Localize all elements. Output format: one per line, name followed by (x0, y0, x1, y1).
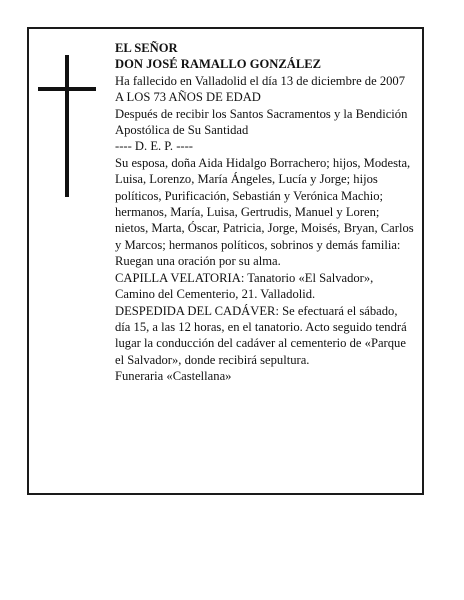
death-info: Ha fallecido en Valladolid el día 13 de diciembre de 2007 (115, 73, 406, 88)
obituary-text-block (115, 40, 415, 385)
family-list: Su esposa, doña Aida Hidalgo Borrachero; hijos, Modesta, Luisa, Lorenzo, María Ángeles, Lucía y Jorge; hijos políticos, Purificación, Sebastián y Verónica Machio; hermanos, María, Luisa, Gertrudis, Manuel y Loren; nietos, Marta, Óscar, Patricia, Jorge, Moisés, Bryan, Carlos y Marcos; hermanos políticos, sobrinos y demás familia: (115, 155, 414, 252)
prayer-request: Ruegan una oración por su alma. (115, 254, 281, 269)
cross-horizontal-bar (38, 87, 96, 91)
cross-icon (38, 55, 96, 197)
age-line: A LOS 73 AÑOS DE EDAD (115, 90, 261, 105)
farewell-info: DESPEDIDA DEL CADÁVER: Se efectuará el sábado, día 15, a las 12 horas, en el tanatorio. Acto seguido tendrá lugar la conducción del cadáver al cementerio de «Parque el Salvador», donde recibirá sepultura. (115, 303, 407, 367)
deceased-name: DON JOSÉ RAMALLO GONZÁLEZ (115, 57, 322, 72)
rip-line: ---- D. E. P. ---- (115, 139, 193, 154)
chapel-info: CAPILLA VELATORIA: Tanatorio «El Salvador», Camino del Cementerio, 21. Valladolid. (115, 270, 374, 302)
cross-vertical-bar (65, 55, 69, 197)
funeral-home: Funeraria «Castellana» (115, 369, 232, 384)
title-line-1: EL SEÑOR (115, 41, 178, 55)
sacraments-line: Después de recibir los Santos Sacramentos y la Bendición Apostólica de Su Santidad (115, 106, 408, 138)
